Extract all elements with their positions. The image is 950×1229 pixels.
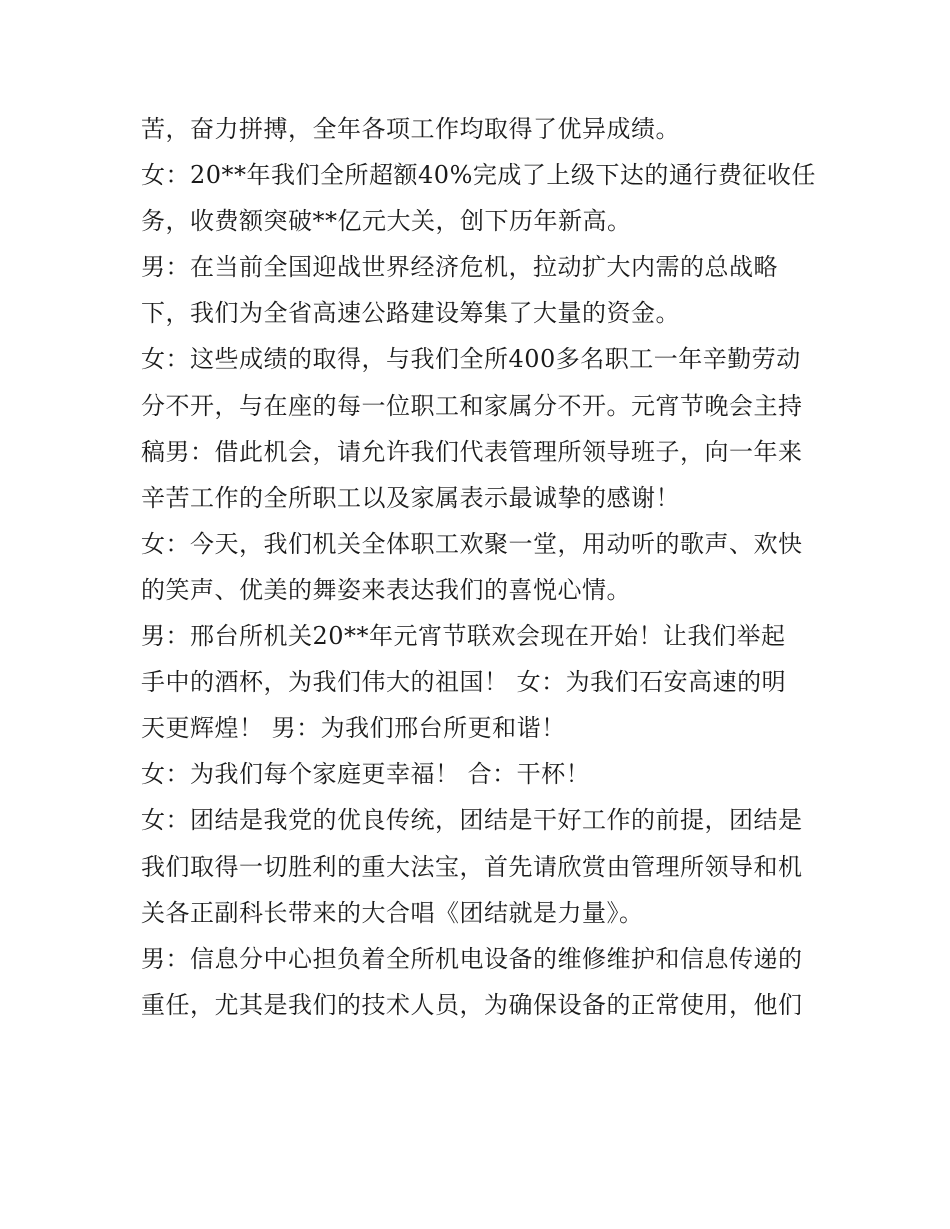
text-line: 男：邢台所机关20**年元宵节联欢会现在开始！让我们举起 [141,622,786,651]
text-line: 辛苦工作的全所职工以及家属表示最诚挚的感谢！ [141,483,680,512]
text-line: 务，收费额突破**亿元大关，创下历年新高。 [141,207,632,236]
text-line: 男：在当前全国迎战世界经济危机，拉动扩大内需的总战略 [141,253,778,282]
text-line: 天更辉煌！ 男：为我们邢台所更和谐！ [141,714,566,743]
document-body [141,106,821,1028]
text-line: 重任，尤其是我们的技术人员，为确保设备的正常使用，他们 [141,990,803,1019]
text-line: 稿男：借此机会，请允许我们代表管理所领导班子，向一年来 [141,437,803,466]
text-line: 女：团结是我党的优良传统，团结是干好工作的前提，团结是 [141,806,803,835]
text-line: 女：为我们每个家庭更幸福！ 合：干杯！ [141,760,591,789]
text-line: 女：20**年我们全所超额40%完成了上级下达的通行费征收任 [141,161,816,190]
text-line: 苦，奋力拼搏，全年各项工作均取得了优异成绩。 [141,115,680,143]
text-line: 手中的酒杯，为我们伟大的祖国！ 女：为我们石安高速的明 [141,668,787,697]
text-line: 女：今天，我们机关全体职工欢聚一堂，用动听的歌声、欢快 [141,529,803,558]
text-line: 的笑声、优美的舞姿来表达我们的喜悦心情。 [141,575,631,604]
text-line: 分不开，与在座的每一位职工和家属分不开。元宵节晚会主持 [141,391,803,420]
text-line: 女：这些成绩的取得，与我们全所400多名职工一年辛勤劳动 [141,345,801,374]
text-line: 关各正副科长带来的大合唱《团结就是力量》。 [141,898,644,927]
text-line: 男：信息分中心担负着全所机电设备的维修维护和信息传递的 [141,944,803,973]
text-line: 我们取得一切胜利的重大法宝，首先请欣赏由管理所领导和机 [141,852,803,881]
text-line: 下，我们为全省高速公路建设筹集了大量的资金。 [141,299,680,328]
